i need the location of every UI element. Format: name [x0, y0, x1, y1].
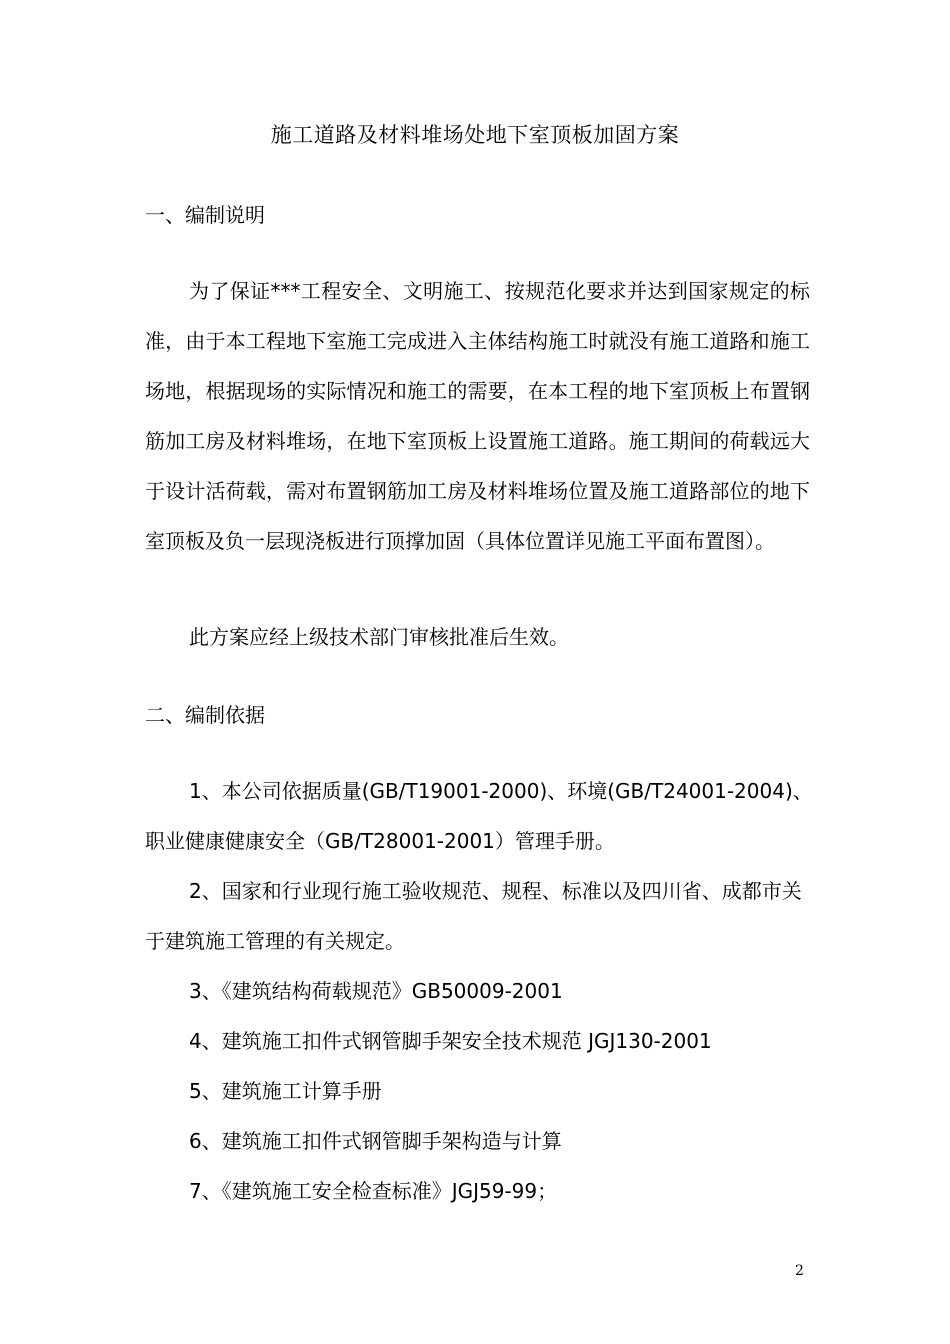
basis-item-6: 6、建筑施工扣件式钢管脚手架构造与计算: [189, 1129, 562, 1153]
section-heading-1: 一、编制说明: [145, 203, 265, 227]
basis-item-7: 7、《建筑施工安全检查标准》JGJ59-99；: [189, 1179, 558, 1203]
section-heading-2: 二、编制依据: [145, 703, 265, 727]
document-title: 施工道路及材料堆场处地下室顶板加固方案: [270, 123, 680, 147]
paragraph-approval: 此方案应经上级技术部门审核批准后生效。: [189, 625, 569, 649]
basis-item-3: 3、《建筑结构荷载规范》GB50009-2001: [189, 979, 563, 1003]
basis-item-1: 1、本公司依据质量(GB/T19001-2000)、环境(GB/T24001-2004)、职业健康健康安全（GB/T28001-2001）管理手册。: [145, 779, 813, 853]
basis-item-4: 4、建筑施工扣件式钢管脚手架安全技术规范 JGJ130-2001: [189, 1029, 712, 1053]
paragraph-purpose: 为了保证***工程安全、文明施工、按规范化要求并达到国家规定的标准，由于本工程地下室施工完成进入主体结构施工时就没有施工道路和施工场地，根据现场的实际情况和施工的需要，在本工程的地下室顶板上布置钢筋加工房及材料堆场，在地下室顶板上设置施工道路。施工期间的荷载远大于设计活荷载，需对布置钢筋加工房及材料堆场位置及施工道路部位的地下室顶板及负一层现浇板进行顶撑加固（具体位置详见施工平面布置图）。: [145, 279, 810, 553]
basis-item-5: 5、建筑施工计算手册: [189, 1079, 382, 1103]
page-number: 2: [795, 1263, 804, 1279]
basis-item-2: 2、国家和行业现行施工验收规范、规程、标准以及四川省、成都市关于建筑施工管理的有关规定。: [145, 879, 802, 953]
